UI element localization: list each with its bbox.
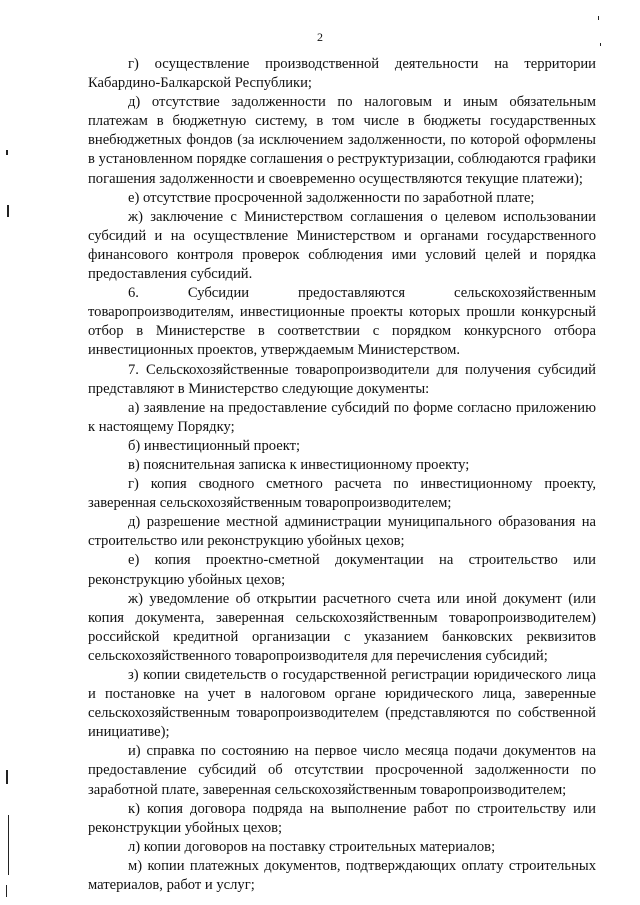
scan-artifact-mark <box>600 43 601 46</box>
paragraph-item-e: е) отсутствие просроченной задолженности по заработной плате; <box>128 189 535 206</box>
paragraph-clause-7: 7. Сельскохозяйственные товаропроизводители для получения субсидий представляют в Министерство следующие документы: <box>88 361 596 397</box>
scan-artifact-mark <box>6 885 7 897</box>
paragraph-doc-b: б) инвестиционный проект; <box>128 437 301 454</box>
paragraph-doc-g: г) копия сводного сметного расчета по инвестиционному проекту, заверенная сельскохозяйственным товаропроизводителем; <box>88 476 596 512</box>
scan-artifact-mark <box>598 16 599 20</box>
scan-artifact-mark <box>7 205 9 217</box>
paragraph-doc-l: л) копии договоров на поставку строительных материалов; <box>128 838 496 855</box>
paragraph-item-g: г) осуществление производственной деятельности на территории Кабардино-Балкарской Республики; <box>88 56 596 92</box>
paragraph-doc-zh: ж) уведомление об открытии расчетного счета или иной документ (или копия документа, заверенная сельскохозяйственным товаропроизводителем) российской кредитной организации с указанием банковских реквизитов сельскохозяйственного товаропроизводителя для перечисления субсидий; <box>88 590 596 664</box>
paragraph-doc-e: е) копия проектно-сметной документации на строительство или реконструкцию убойных цехов; <box>88 552 596 588</box>
paragraph-doc-v: в) пояснительная записка к инвестиционному проекту; <box>128 456 470 473</box>
paragraph-item-d: д) отсутствие задолженности по налоговым и иным обязательным платежам в бюджетную систему, в том числе в бюджеты государственных внебюджетных фондов (за исключением задолженности, по которой оформлены в установленном порядке соглашения о реструктуризации, соблюдаются графики погашения задолженности и своевременно осуществляются текущие платежи); <box>88 94 596 187</box>
paragraph-doc-d: д) разрешение местной администрации муниципального образования на строительство или реконструкцию убойных цехов; <box>88 514 596 550</box>
paragraph-doc-a: а) заявление на предоставление субсидий по форме согласно приложению к настоящему Порядку; <box>88 399 596 435</box>
paragraph-doc-k: к) копия договора подряда на выполнение работ по строительству или реконструкции убойных цехов; <box>88 800 596 836</box>
paragraph-doc-i: и) справка по состоянию на первое число месяца подачи документов на предоставление субсидий об отсутствии просроченной задолженности по заработной плате, заверенная сельскохозяйственным товаропроизводителем; <box>88 743 596 798</box>
scan-artifact-mark <box>6 150 8 155</box>
scan-artifact-mark <box>8 815 9 875</box>
page-number: 2 <box>317 30 323 44</box>
paragraph-clause-6: 6. Субсидии предоставляются сельскохозяйственным товаропроизводителям, инвестиционные проекты которых прошли конкурсный отбор в Министерстве в соответствии с порядком конкурсного отбора инвестиционных проектов, утверждаемым Министерством. <box>88 285 596 359</box>
paragraph-item-zh: ж) заключение с Министерством соглашения о целевом использовании субсидий и на осуществление Министерством и органами государственного финансового контроля проверок соблюдения ими условий целей и порядка предоставления субсидий. <box>88 208 596 283</box>
scan-artifact-mark <box>6 770 8 784</box>
paragraph-doc-z: з) копии свидетельств о государственной регистрации юридического лица и постановке на учет в налоговом органе юридического лица, заверенные сельскохозяйственным товаропроизводителем (представляются по собственной инициативе); <box>88 667 596 741</box>
paragraph-doc-m: м) копии платежных документов, подтверждающих оплату строительных материалов, работ и услуг; <box>88 857 596 894</box>
document-body <box>88 55 596 895</box>
